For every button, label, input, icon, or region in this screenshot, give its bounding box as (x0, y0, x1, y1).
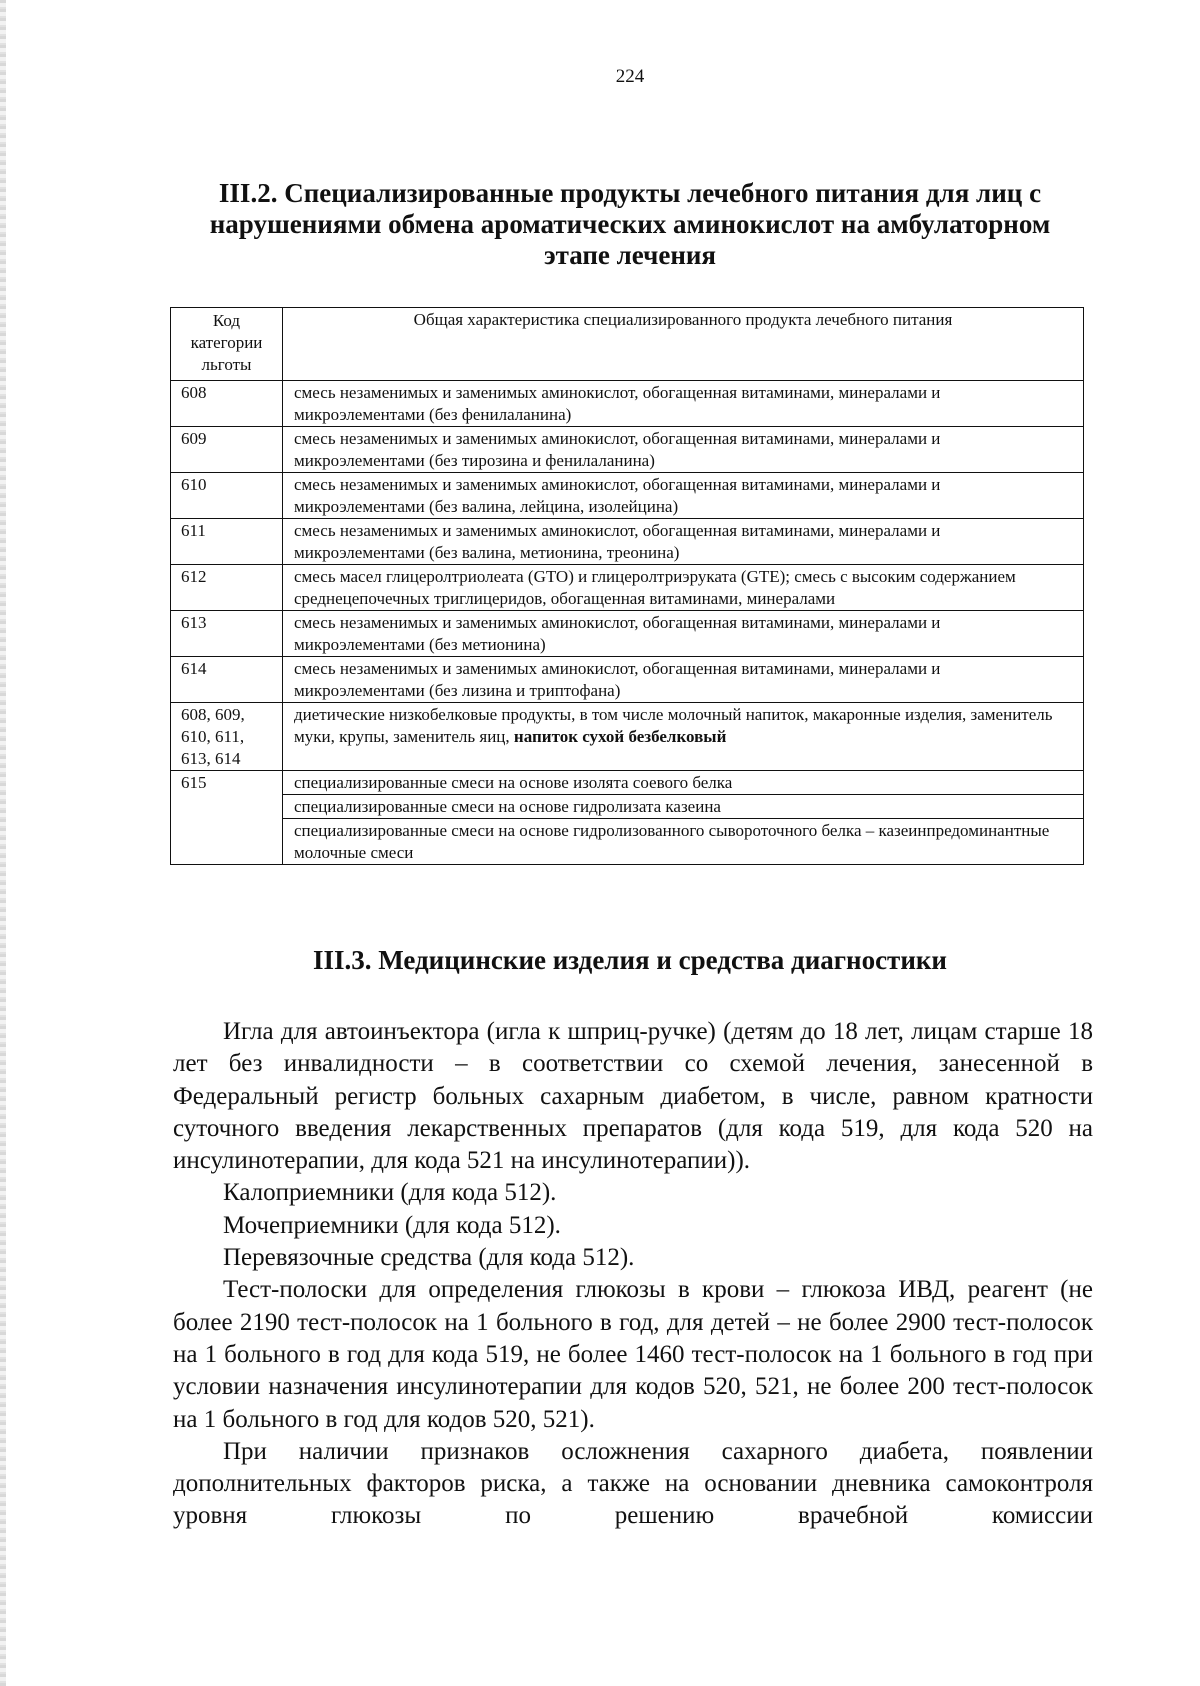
row-description: специализированные смеси на основе изолята соевого белка (283, 771, 1084, 795)
row-description: смесь незаменимых и заменимых аминокислот, обогащенная витаминами, минералами и микроэлементами (без валина, лейцина, изолейцина) (283, 473, 1084, 519)
scan-edge (0, 0, 6, 1686)
row-description-text: диетические низкобелковые продукты, в том числе молочный напиток, макаронные изделия, заменитель муки, крупы, заменитель яиц, (294, 705, 1053, 746)
row-description: смесь незаменимых и заменимых аминокислот, обогащенная витаминами, минералами и микроэлементами (без фенилаланина) (283, 381, 1084, 427)
row-code: 609 (171, 427, 283, 473)
section-3-3-title: III.3. Медицинские изделия и средства диагностики (313, 945, 947, 975)
row-code: 614 (171, 657, 283, 703)
table-row (171, 819, 1084, 865)
paragraph-needles: Игла для автоинъектора (игла к шприц-ручке) (детям до 18 лет, лицам старше 18 лет без инвалидности – в соответствии со схемой лечения, занесенной в Федеральный регистр больных сахарным диабетом, в числе, равном кратности суточного введения лекарственных препаратов (для кода 519, для кода 520 на инсулинотерапии, для кода 521 на инсулинотерапии)). (173, 1018, 1093, 1175)
paragraph-colostomy-bags: Калоприемники (для кода 512). (223, 1179, 557, 1207)
paragraph-test-strips: Тест-полоски для определения глюкозы в крови – глюкоза ИВД, реагент (не более 2190 тест-полосок на 1 больного в год, для детей – не более 2900 тест-полосок на 1 больного в год для кода 519, не более 1460 тест-полосок на 1 больного в год при условии назначения инсулинотерапии для кодов 520, 521, не более 200 тест-полосок на 1 больного в год для кодов 520, 521). (173, 1276, 1093, 1433)
nutrition-products-table (170, 307, 1084, 865)
row-code: 608 (171, 381, 283, 427)
column-header-description: Общая характеристика специализированного продукта лечебного питания (283, 308, 1084, 381)
row-description: специализированные смеси на основе гидролизата казеина (283, 795, 1084, 819)
row-description (283, 703, 1084, 771)
table-row (171, 565, 1084, 611)
row-description-bold-text: напиток сухой безбелковый (513, 727, 727, 746)
column-header-code: Код категории льготы (171, 308, 283, 381)
table-row (171, 473, 1084, 519)
paragraph-complications: При наличии признаков осложнения сахарного диабета, появлении дополнительных факторов риска, а также на основании дневника самоконтроля уровня глюкозы по решению врачебной комиссии (173, 1437, 1093, 1530)
table-row (171, 771, 1084, 795)
table-row (171, 795, 1084, 819)
table-row (171, 381, 1084, 427)
row-description: смесь незаменимых и заменимых аминокислот, обогащенная витаминами, минералами и микроэлементами (без метионина) (283, 611, 1084, 657)
row-description: смесь незаменимых и заменимых аминокислот, обогащенная витаминами, минералами и микроэлементами (без валина, метионина, треонина) (283, 519, 1084, 565)
section-3-2-title-line: нарушениями обмена ароматических аминокислот на амбулаторном (209, 209, 1051, 239)
section-3-2-title-line: этапе лечения (543, 240, 717, 270)
table-row (171, 657, 1084, 703)
row-code: 608, 609, 610, 611, 613, 614 (171, 703, 283, 771)
row-description: смесь незаменимых и заменимых аминокислот, обогащенная витаминами, минералами и микроэлементами (без тирозина и фенилаланина) (283, 427, 1084, 473)
row-code: 612 (171, 565, 283, 611)
table-header-row (171, 308, 1084, 381)
table-row (171, 519, 1084, 565)
section-3-3-body (173, 1016, 1093, 1533)
row-code: 613 (171, 611, 283, 657)
table-row (171, 703, 1084, 771)
paragraph-urine-bags: Мочеприемники (для кода 512). (223, 1211, 561, 1239)
row-description: смесь незаменимых и заменимых аминокислот, обогащенная витаминами, минералами и микроэлементами (без лизина и триптофана) (283, 657, 1084, 703)
table-row (171, 427, 1084, 473)
row-code: 611 (171, 519, 283, 565)
section-3-2-title (170, 178, 1090, 271)
page-number: 224 (615, 66, 645, 87)
row-description: смесь масел глицеролтриолеата (GTO) и глицеролтриэруката (GTE); смесь с высоким содержанием среднецепочечных триглицеридов, обогащенная витаминами, минералами (283, 565, 1084, 611)
paragraph-dressings: Перевязочные средства (для кода 512). (223, 1244, 635, 1272)
table-row (171, 611, 1084, 657)
section-3-2-title-line: III.2. Специализированные продукты лечебного питания для лиц с (218, 178, 1042, 208)
row-description: специализированные смеси на основе гидролизованного сывороточного белка – казеинпредоминантные молочные смеси (283, 819, 1084, 865)
row-code: 615 (171, 771, 283, 865)
row-code: 610 (171, 473, 283, 519)
